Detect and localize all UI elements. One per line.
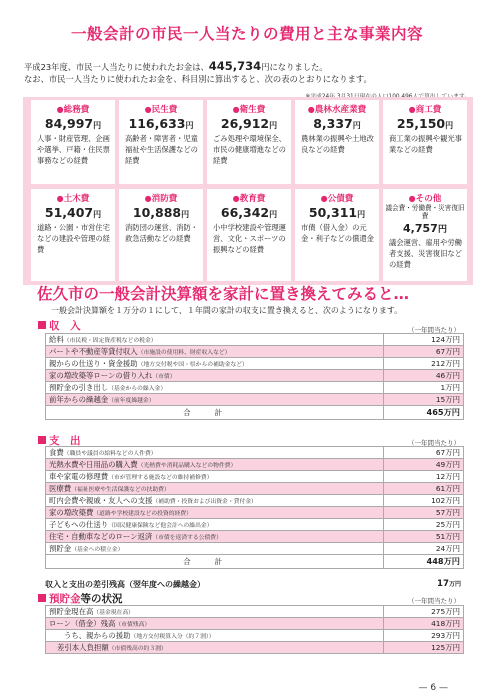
table-row: 預貯金の引き出し（基金からの繰入金） 1万円	[46, 382, 464, 394]
bullet-icon: ●	[56, 194, 64, 203]
bullet-icon: ●	[408, 105, 416, 114]
savings-table	[45, 605, 464, 654]
household-intro: 一般会計決算額を１万分の１にして、１年間の家計の収支に置き換えると、次のようになります。	[51, 306, 403, 315]
table-row: 前年からの繰越金（前年度繰越金） 15万円	[46, 394, 464, 406]
table-row: 預貯金（基金への積立金） 24万円	[46, 543, 464, 555]
square-icon	[38, 436, 46, 444]
bullet-icon: ●	[307, 105, 315, 114]
unit-label-expense: （一年間当たり）	[408, 439, 460, 447]
card-kyouiku: ●教育費 66,342円 小中学校建設や管理運営、文化・スポーツの振興などの経費	[207, 189, 291, 281]
square-icon	[38, 594, 46, 602]
square-icon	[38, 321, 46, 329]
income-total-row: 合計 465万円	[46, 406, 464, 420]
table-row: 差引本人負担額（市債残高の約３割） 125万円	[46, 642, 464, 654]
card-kousai: ●公債費 50,311円 市債（借入金）の元金・利子などの償還金	[295, 189, 379, 281]
card-minsei: ●民生費 116,633円 高齢者・障害者・児童福祉や生活保護などの経費	[119, 100, 203, 184]
expense-heading: 支 出	[38, 433, 81, 448]
per-capita-amount: 445,734	[208, 59, 262, 73]
table-row: 食費（職員や議員の給料などの人件費） 67万円	[46, 447, 464, 459]
table-row: 車や家電の修理費（市が管理する施設などの維持補修費） 12万円	[46, 471, 464, 483]
table-row: パートや不動産等貸付収入（市施設の使用料、財産収入など） 67万円	[46, 346, 464, 358]
savings-heading: 預貯金等の状況	[38, 591, 123, 606]
card-eisei: ●衛生費 26,912円 ごみ処理や環境保全、市民の健康増進などの経費	[207, 100, 291, 184]
card-shoubou: ●消防費 10,888円 消防団の運営、消防・救急活動などの経費	[119, 189, 203, 281]
table-row: ローン（借金）残高（市債残高） 418万円	[46, 618, 464, 630]
balance-label: 収入と支出の差引残高（翌年度への繰越金）	[45, 580, 205, 589]
card-nourin: ●農林水産業費 8,337円 農林業の振興や土地改良などの経費	[295, 100, 379, 184]
table-row: 住宅・自動車などのローン返済（市債を返済する公債費） 51万円	[46, 531, 464, 543]
table-row: うち、親からの援助（地方交付税算入分（約７割）） 293万円	[46, 630, 464, 642]
card-soumu: ●総務費 84,997円 人事・財産管理、企画や選挙、戸籍・住民票事務などの経費	[31, 100, 115, 184]
balance-value: 17万円	[437, 579, 461, 589]
table-row: 光熱水費や日用品の購入費（光熱費や消耗品購入などの物件費） 49万円	[46, 459, 464, 471]
expense-total-row: 合計 448万円	[46, 555, 464, 569]
card-doboku: ●土木費 51,407円 道路・公園・市営住宅などの建設や管理の経費	[31, 189, 115, 281]
expense-table	[45, 446, 464, 569]
unit-label-savings: （一年間当たり）	[408, 597, 460, 605]
balance-row	[45, 579, 464, 590]
table-row: 家の増改築等ローンの借り入れ（市債） 46万円	[46, 370, 464, 382]
page-title: 一般会計の市民一人当たりの費用と主な事業内容	[70, 25, 423, 43]
table-row: 親からの仕送り・資金援助（地方交付税や国・県からの補助金など） 212万円	[46, 358, 464, 370]
page-number: — 6 —	[418, 683, 448, 693]
table-row: 医療費（福祉医療や生活保護などの扶助費） 61万円	[46, 483, 464, 495]
bullet-icon: ●	[232, 194, 240, 203]
bullet-icon: ●	[144, 194, 152, 203]
bullet-icon: ●	[144, 105, 152, 114]
section-title-household: 佐久市の一般会計決算額を家計に置き換えてみると…	[37, 285, 410, 303]
intro-text	[24, 60, 474, 85]
bullet-icon: ●	[320, 194, 328, 203]
bullet-icon: ●	[408, 194, 416, 203]
card-shoukou: ●商工費 25,150円 商工業の振興や観光事業などの経費	[383, 100, 467, 184]
bullet-icon: ●	[232, 105, 240, 114]
table-row: 預貯金現在高（基金現在高） 275万円	[46, 606, 464, 618]
income-heading: 収 入	[38, 318, 81, 333]
table-row: 町内会費や親戚・友人への支援（補助費・投資および出資金・貸付金） 102万円	[46, 495, 464, 507]
bullet-icon: ●	[56, 105, 64, 114]
intro-line-2: なお、市民一人当たりに使われたお金を、科目別に算出すると、次の表のとおりになります。	[24, 74, 372, 84]
table-row: 給料（市民税・固定資産税などの税金） 124万円	[46, 334, 464, 346]
card-sonota-sub: 議会費・労働費・災害復旧費	[385, 204, 465, 220]
income-table	[45, 333, 464, 420]
unit-label-income: （一年間当たり）	[408, 326, 460, 334]
table-row: 家の増改築費（道路や学校建設などの投資的経費） 57万円	[46, 507, 464, 519]
intro-line-1: 平成23年度、市民一人当たりに使われたお金は、445,734円になりました。	[24, 59, 328, 73]
table-row: 子どもへの仕送り（国民健康保険など他会計への繰出金） 25万円	[46, 519, 464, 531]
card-sonota: ●その他 議会費・労働費・災害復旧費 4,757円 議会運営、雇用や労働者支援、災害復旧などの経費	[383, 189, 467, 281]
